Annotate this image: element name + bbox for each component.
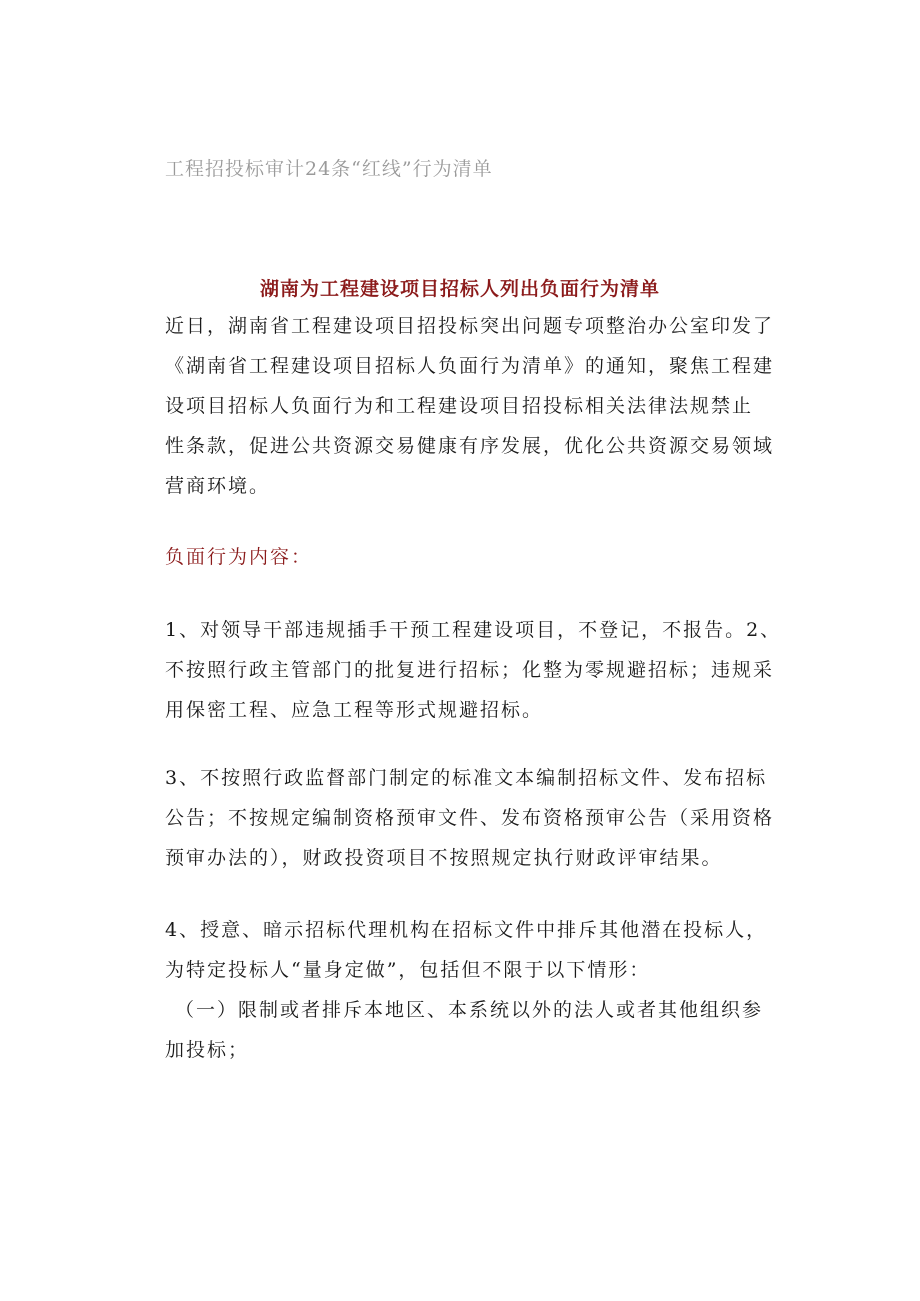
item4-line-1: 4、授意、暗示招标代理机构在招标文件中排斥其他潜在投标人， xyxy=(165,919,768,941)
intro-line-1: 近日，湖南省工程建设项目招投标突出问题专项整治办公室印发了 xyxy=(165,315,775,337)
intro-line-5: 营商环境。 xyxy=(165,475,271,497)
article-headline: 湖南为工程建设项目招标人列出负面行为清单 xyxy=(259,278,660,300)
list-item-1 xyxy=(165,610,782,730)
item4-subitem-line-1: （一）限制或者排斥本地区、本系统以外的法人或者其他组织参 xyxy=(175,999,764,1021)
item3-line-2: 公告；不按规定编制资格预审文件、发布资格预审公告（采用资格 xyxy=(165,807,775,829)
section-heading: 负面行为内容： xyxy=(165,546,313,568)
item1-line-3: 用保密工程、应急工程等形式规避招标。 xyxy=(165,699,544,721)
intro-line-4: 性条款，促进公共资源交易健康有序发展，优化公共资源交易领域 xyxy=(165,435,775,457)
intro-line-3: 设项目招标人负面行为和工程建设项目招投标相关法律法规禁止 xyxy=(165,395,754,417)
item1-line-2: 不按照行政主管部门的批复进行招标；化整为零规避招标；违规采 xyxy=(165,659,775,681)
intro-paragraph xyxy=(165,306,775,506)
intro-line-2: 《湖南省工程建设项目招标人负面行为清单》的通知，聚焦工程建 xyxy=(165,355,775,377)
item1-line-1: 1、对领导干部违规插手干预工程建设项目，不登记，不报告。2、 xyxy=(165,619,782,641)
item3-line-3: 预审办法的），财政投资项目不按照规定执行财政评审结果。 xyxy=(165,847,723,869)
item4-subitem-line-2: 加投标； xyxy=(165,1039,250,1061)
document-title: 工程招投标审计24条“红线”行为清单 xyxy=(165,158,493,180)
item4-line-2: 为特定投标人“量身定做”，包括但不限于以下情形： xyxy=(165,959,651,981)
item3-line-1: 3、不按照行政监督部门制定的标准文本编制招标文件、发布招标 xyxy=(165,767,768,789)
list-item-3 xyxy=(165,758,775,878)
list-item-4 xyxy=(165,910,768,1070)
